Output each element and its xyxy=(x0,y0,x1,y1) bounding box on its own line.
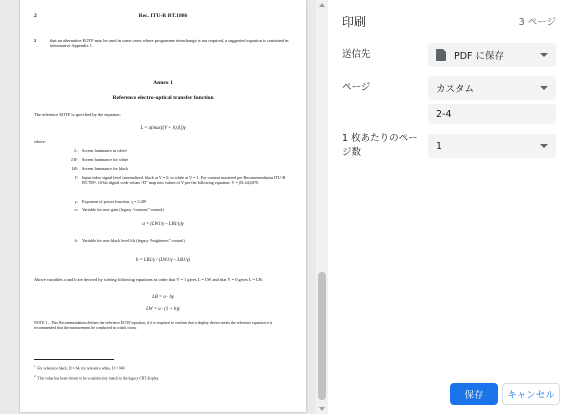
destination-value: PDF に保存 xyxy=(454,51,505,62)
scroll-up-arrow-icon[interactable] xyxy=(319,3,325,7)
above-text: Above variables a and b are derived by solving following equations in order that V = 1 gives L = LW and that V = 0 gives L = LB: xyxy=(34,277,263,282)
equation-main: L = a(max[(V + b),0])γ xyxy=(140,126,186,131)
pages-value: カスタム xyxy=(436,84,475,95)
definition-row: a: Variable for user gain (legacy “contrast” control) xyxy=(74,207,164,212)
lead-text: The reference EOTF is specified by the equation: xyxy=(34,112,121,117)
pages-per-sheet-label: 1 枚あたりのページ数 xyxy=(342,133,418,158)
where-label: where: xyxy=(34,139,46,144)
equation-a: a = (LW1/γ – LB1/γ)γ xyxy=(142,222,184,227)
footnote-1: $^1$ For reference black, D = 64, for reference white, D = 940. xyxy=(34,364,126,371)
intro-text: that an alternative EOTF may be used in some cases where programme interchange is not required, a suggested equation is contained in informative Appendix 1. xyxy=(50,38,289,49)
pages-label: ページ xyxy=(342,82,371,93)
page-range-value: 2-4 xyxy=(436,108,452,120)
pages-select[interactable] xyxy=(428,76,556,100)
pdf-document-icon xyxy=(436,49,446,61)
chevron-down-icon xyxy=(540,53,548,57)
definition-row-b: b: Variable for user black level lift (legacy “brightness” control) xyxy=(74,238,185,243)
destination-label: 送信先 xyxy=(342,49,371,60)
footnote-rule xyxy=(34,359,114,360)
intro-number: 2 xyxy=(34,38,37,43)
preview-scrollbar[interactable] xyxy=(316,0,328,414)
panel-title: 印刷 xyxy=(342,15,367,29)
intro-paragraph xyxy=(34,38,294,49)
cancel-button[interactable]: キャンセル xyxy=(502,383,560,405)
definition-row: γ: Exponent of power function, γ = 2.40³ xyxy=(74,199,147,204)
chevron-down-icon xyxy=(540,144,548,148)
pages-per-sheet-select[interactable] xyxy=(428,134,556,158)
definition-row: L: Screen luminance in cd/m² xyxy=(74,148,127,153)
preview-page xyxy=(20,0,306,412)
footnote-2: $^2$ This value has been shown to be a satisfactory match to the legacy CRT display. xyxy=(34,374,160,381)
equation-lb: LB = a · bγ xyxy=(152,295,174,300)
page-range-input[interactable] xyxy=(428,104,556,124)
page-number: 2 xyxy=(34,13,37,19)
equation-b: b = LB1/γ / (LW1/γ – LB1/γ) xyxy=(135,258,191,263)
note-text: NOTE 1 – This Recommendation defines the reference EOTF equation, if it is required to confirm that a display device meets the reference equation it is recommended that the measurement be conducted in a dark room. xyxy=(34,321,273,330)
save-button[interactable]: 保存 xyxy=(450,383,498,405)
annex-subtitle: Reference electro-optical transfer function xyxy=(112,95,214,101)
destination-select[interactable] xyxy=(428,43,556,67)
definition-row: V: Input video signal level (normalized, black at V = 0, to white at V = 1. For content mastered per Recommendation ITU-R BT.709², 10-bit digital code values “D” map into values of V per the following equation: V = (D–64)/876 xyxy=(74,175,286,185)
scroll-down-arrow-icon[interactable] xyxy=(319,407,325,411)
scrollbar-thumb[interactable] xyxy=(318,272,326,400)
definition-row: LW: Screen luminance for white xyxy=(71,157,129,162)
pages-per-sheet-value: 1 xyxy=(436,140,443,152)
print-settings-panel xyxy=(328,0,570,414)
definition-row: LB: Screen luminance for black xyxy=(71,166,128,171)
annex-title: Annex 1 xyxy=(153,80,173,86)
equation-lw: LW = a · (1 + b)γ xyxy=(146,307,180,312)
chevron-down-icon xyxy=(540,86,548,90)
page-header-title: Rec. ITU-R BT.1886 xyxy=(138,13,188,19)
page-count: 3 ページ xyxy=(518,17,556,28)
